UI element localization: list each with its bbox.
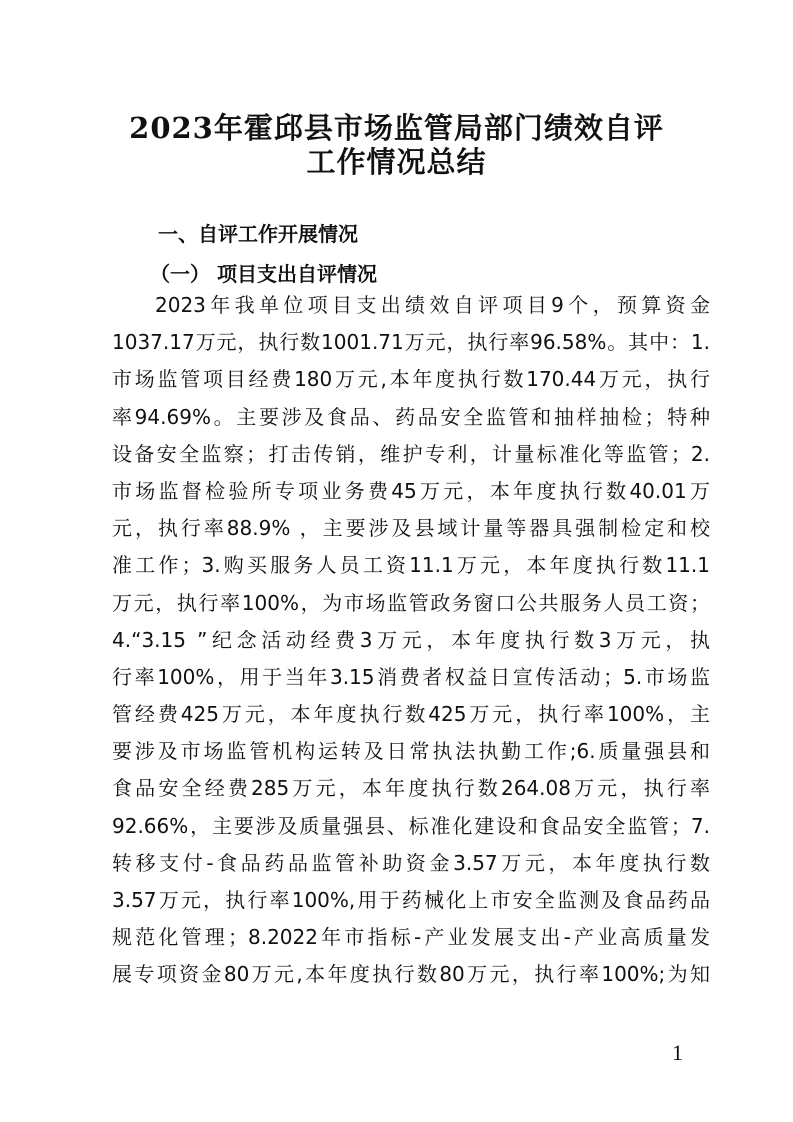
document-title-line-2: 工作情况总结 <box>306 145 487 179</box>
body-line: 1037.17万元，执行数1001.71万元，执行率96.58%。其中：1. <box>112 330 710 355</box>
body-line: 万元，执行率100%，为市场监管政务窗口公共服务人员工资； <box>112 590 710 615</box>
body-line: 规范化管理；8.2022年市指标-产业发展支出-产业高质量发 <box>112 925 710 950</box>
page-number: 1 <box>672 1040 683 1065</box>
body-line: 转移支付-食品药品监管补助资金3.57万元，本年度执行数 <box>112 850 710 875</box>
body-line: 92.66%，主要涉及质量强县、标准化建设和食品安全监管；7. <box>112 813 710 838</box>
subsection-heading: （一） 项目支出自评情况 <box>150 262 377 286</box>
body-line: 市场监督检验所专项业务费45万元，本年度执行数40.01万 <box>112 478 710 503</box>
body-line: 行率100%，用于当年3.15消费者权益日宣传活动；5.市场监 <box>112 664 710 689</box>
body-line: 管经费425万元，本年度执行数425万元，执行率100%，主 <box>112 702 710 727</box>
body-line: 3.57万元，执行率100%,用于药械化上市安全监测及食品药品 <box>112 888 710 912</box>
section-heading: 一、自评工作开展情况 <box>158 222 358 246</box>
body-line: 设备安全监察；打击传销，维护专利，计量标准化等监管；2. <box>112 441 710 466</box>
body-line: 准工作；3.购买服务人员工资11.1万元，本年度执行数11.1 <box>112 553 710 578</box>
document-title-line-1: 2023年霍邱县市场监管局部门绩效自评 <box>129 111 664 145</box>
body-line: 市场监管项目经费180万元,本年度执行数170.44万元，执行 <box>112 367 710 392</box>
body-line: 2023年我单位项目支出绩效自评项目9个，预算资金 <box>155 293 710 317</box>
body-line: 元，执行率88.9% ，主要涉及县域计量等器具强制检定和校 <box>112 516 710 541</box>
body-line: 4.“3.15 ”纪念活动经费3万元，本年度执行数3万元，执 <box>112 627 710 652</box>
body-line: 率94.69%。主要涉及食品、药品安全监管和抽样抽检；特种 <box>112 404 710 429</box>
body-paragraph <box>112 290 710 997</box>
body-line: 要涉及市场监管机构运转及日常执法执勤工作;6.质量强县和 <box>112 739 710 764</box>
body-line: 食品安全经费285万元，本年度执行数264.08万元，执行率 <box>112 776 710 801</box>
body-line: 展专项资金80万元,本年度执行数80万元，执行率100%;为知 <box>112 962 710 987</box>
